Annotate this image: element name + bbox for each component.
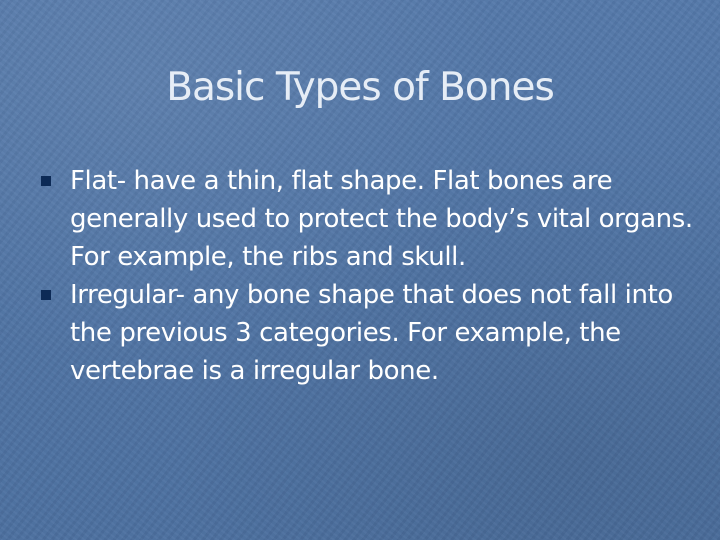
bullet-list [40,162,700,390]
bullet-text: Flat- have a thin, flat shape. Flat bones are generally used to protect the body’s vital organs. For example, the ribs and skull. [70,166,693,272]
square-bullet-icon [41,290,51,300]
slide-title: Basic Types of Bones [166,65,554,110]
bullet-text: Irregular- any bone shape that does not fall into the previous 3 categories. For example, the vertebrae is a irregular bone. [70,280,673,386]
bullet-item-irregular [40,276,700,390]
bullet-item-flat [40,162,700,276]
square-bullet-icon [41,176,51,186]
